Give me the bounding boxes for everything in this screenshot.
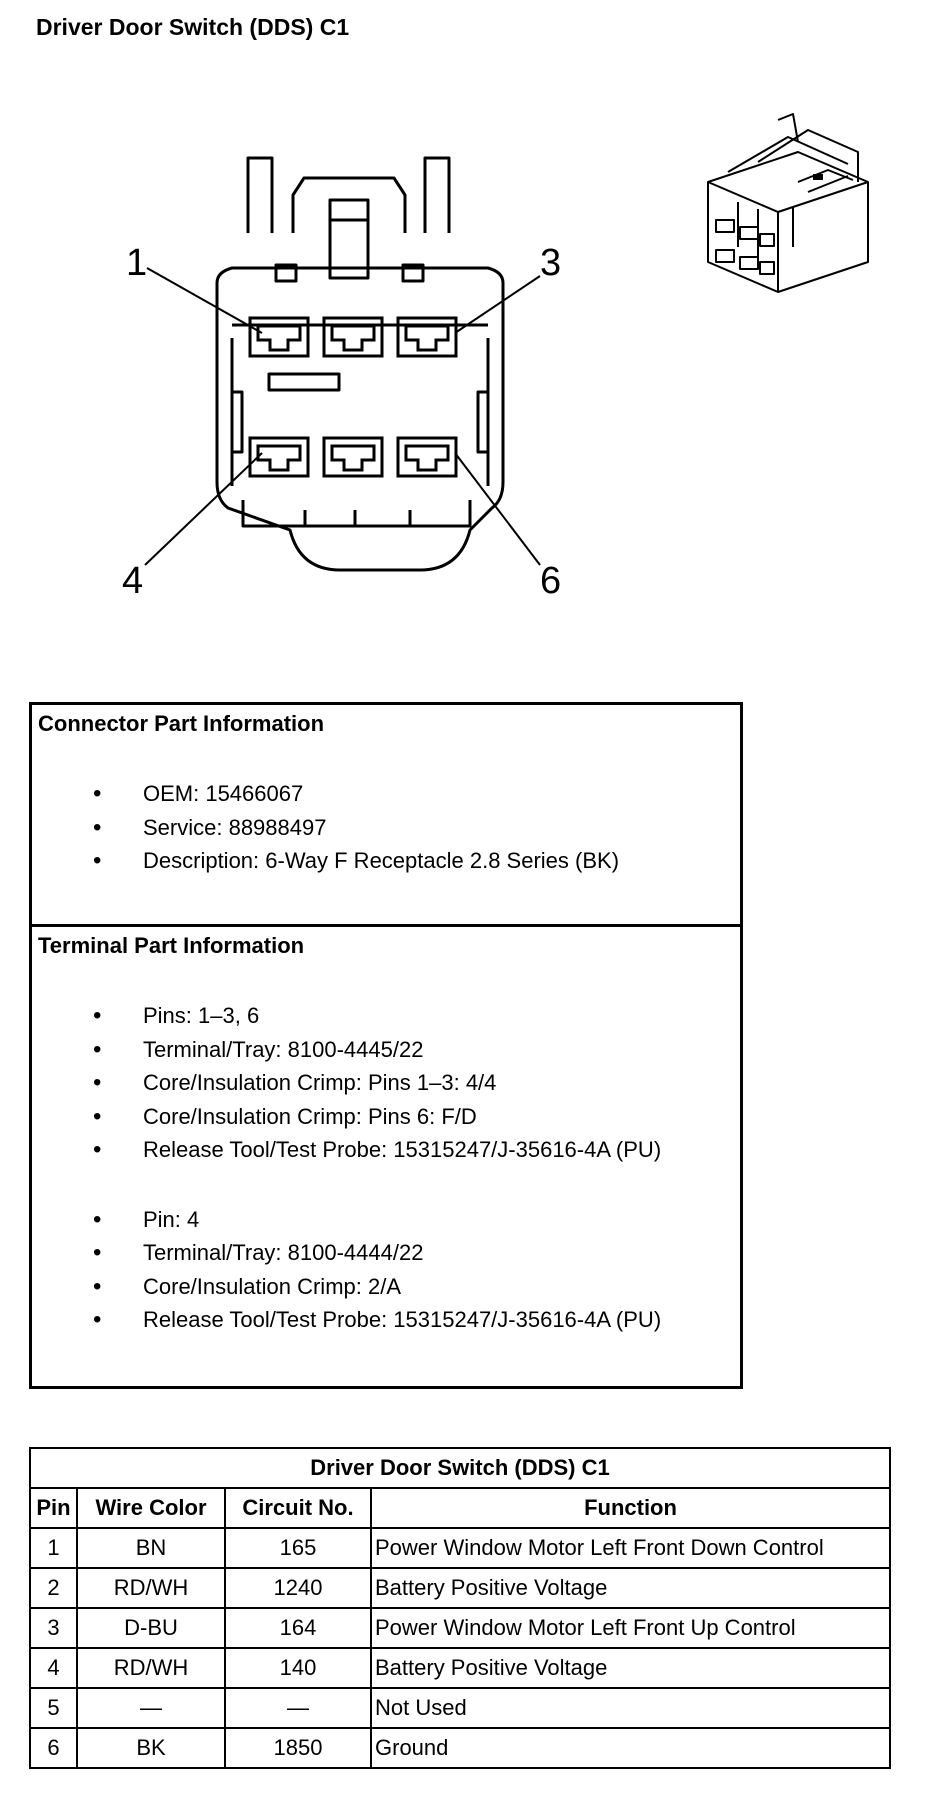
pin-cell: 5 xyxy=(30,1688,77,1728)
function-cell: Power Window Motor Left Front Up Control xyxy=(371,1608,890,1648)
table-row xyxy=(30,1528,890,1568)
pin-cell: 3 xyxy=(30,1608,77,1648)
list-item: • OEM: 15466067 xyxy=(38,777,740,811)
function-cell: Power Window Motor Left Front Down Control xyxy=(371,1528,890,1568)
pin-cell: 2 xyxy=(30,1568,77,1608)
pin-cell: 4 xyxy=(30,1648,77,1688)
circuit-cell: — xyxy=(225,1688,371,1728)
table-row xyxy=(30,1728,890,1768)
terminal-cavity-6 xyxy=(398,438,456,476)
table-row xyxy=(30,1568,890,1608)
function-cell: Battery Positive Voltage xyxy=(371,1568,890,1608)
circuit-cell: 1850 xyxy=(225,1728,371,1768)
wire-color-cell: D-BU xyxy=(77,1608,225,1648)
table-header-row xyxy=(30,1488,890,1528)
circuit-cell: 165 xyxy=(225,1528,371,1568)
page-title: Driver Door Switch (DDS) C1 xyxy=(36,14,350,40)
column-header-function: Function xyxy=(371,1488,890,1528)
table-title-row xyxy=(30,1448,890,1488)
column-header-circuit-no: Circuit No. xyxy=(225,1488,371,1528)
connector-3d-view xyxy=(698,112,876,294)
connector-part-list xyxy=(38,777,740,878)
connector-part-section xyxy=(32,705,740,927)
circuit-cell: 1240 xyxy=(225,1568,371,1608)
pin-cell: 6 xyxy=(30,1728,77,1768)
wire-color-cell: BN xyxy=(77,1528,225,1568)
list-item: • Terminal/Tray: 8100-4444/22 xyxy=(38,1236,740,1270)
list-item: • Pins: 1–3, 6 xyxy=(38,999,740,1033)
pin-6-callout: 6 xyxy=(540,560,562,602)
terminal-group-2 xyxy=(38,1203,740,1337)
table-row xyxy=(30,1688,890,1728)
terminal-part-section xyxy=(32,927,740,1389)
list-item: • Pin: 4 xyxy=(38,1203,740,1237)
terminal-group-1 xyxy=(38,999,740,1167)
part-information-box xyxy=(29,702,743,1389)
connector-part-heading: Connector Part Information xyxy=(38,711,325,736)
function-cell: Not Used xyxy=(371,1688,890,1728)
pin-4-callout: 4 xyxy=(122,560,144,602)
list-item: • Core/Insulation Crimp: Pins 6: F/D xyxy=(38,1100,740,1134)
list-item: • Release Tool/Test Probe: 15315247/J-35616-4A (PU) xyxy=(38,1133,740,1167)
list-item: • Terminal/Tray: 8100-4445/22 xyxy=(38,1033,740,1067)
table-row xyxy=(30,1648,890,1688)
list-item: • Description: 6-Way F Receptacle 2.8 Series (BK) xyxy=(38,844,740,878)
function-cell: Battery Positive Voltage xyxy=(371,1648,890,1688)
list-item: • Core/Insulation Crimp: Pins 1–3: 4/4 xyxy=(38,1066,740,1100)
wire-color-cell: BK xyxy=(77,1728,225,1768)
pin-3-callout: 3 xyxy=(540,242,562,284)
terminal-part-heading: Terminal Part Information xyxy=(38,933,305,958)
connector-face-diagram xyxy=(0,0,928,600)
function-cell: Ground xyxy=(371,1728,890,1768)
list-item: • Service: 88988497 xyxy=(38,811,740,845)
circuit-cell: 140 xyxy=(225,1648,371,1688)
column-header-pin: Pin xyxy=(30,1488,77,1528)
wire-color-cell: — xyxy=(77,1688,225,1728)
column-header-wire-color: Wire Color xyxy=(77,1488,225,1528)
terminal-cavity-5 xyxy=(324,438,382,476)
list-item: • Release Tool/Test Probe: 15315247/J-35616-4A (PU) xyxy=(38,1303,740,1337)
table-row xyxy=(30,1608,890,1648)
wire-color-cell: RD/WH xyxy=(77,1568,225,1608)
list-item: • Core/Insulation Crimp: 2/A xyxy=(38,1270,740,1304)
pin-cell: 1 xyxy=(30,1528,77,1568)
table-title: Driver Door Switch (DDS) C1 xyxy=(30,1448,890,1488)
wire-color-cell: RD/WH xyxy=(77,1648,225,1688)
pin-1-callout: 1 xyxy=(126,242,148,284)
pinout-table xyxy=(29,1447,891,1769)
circuit-cell: 164 xyxy=(225,1608,371,1648)
